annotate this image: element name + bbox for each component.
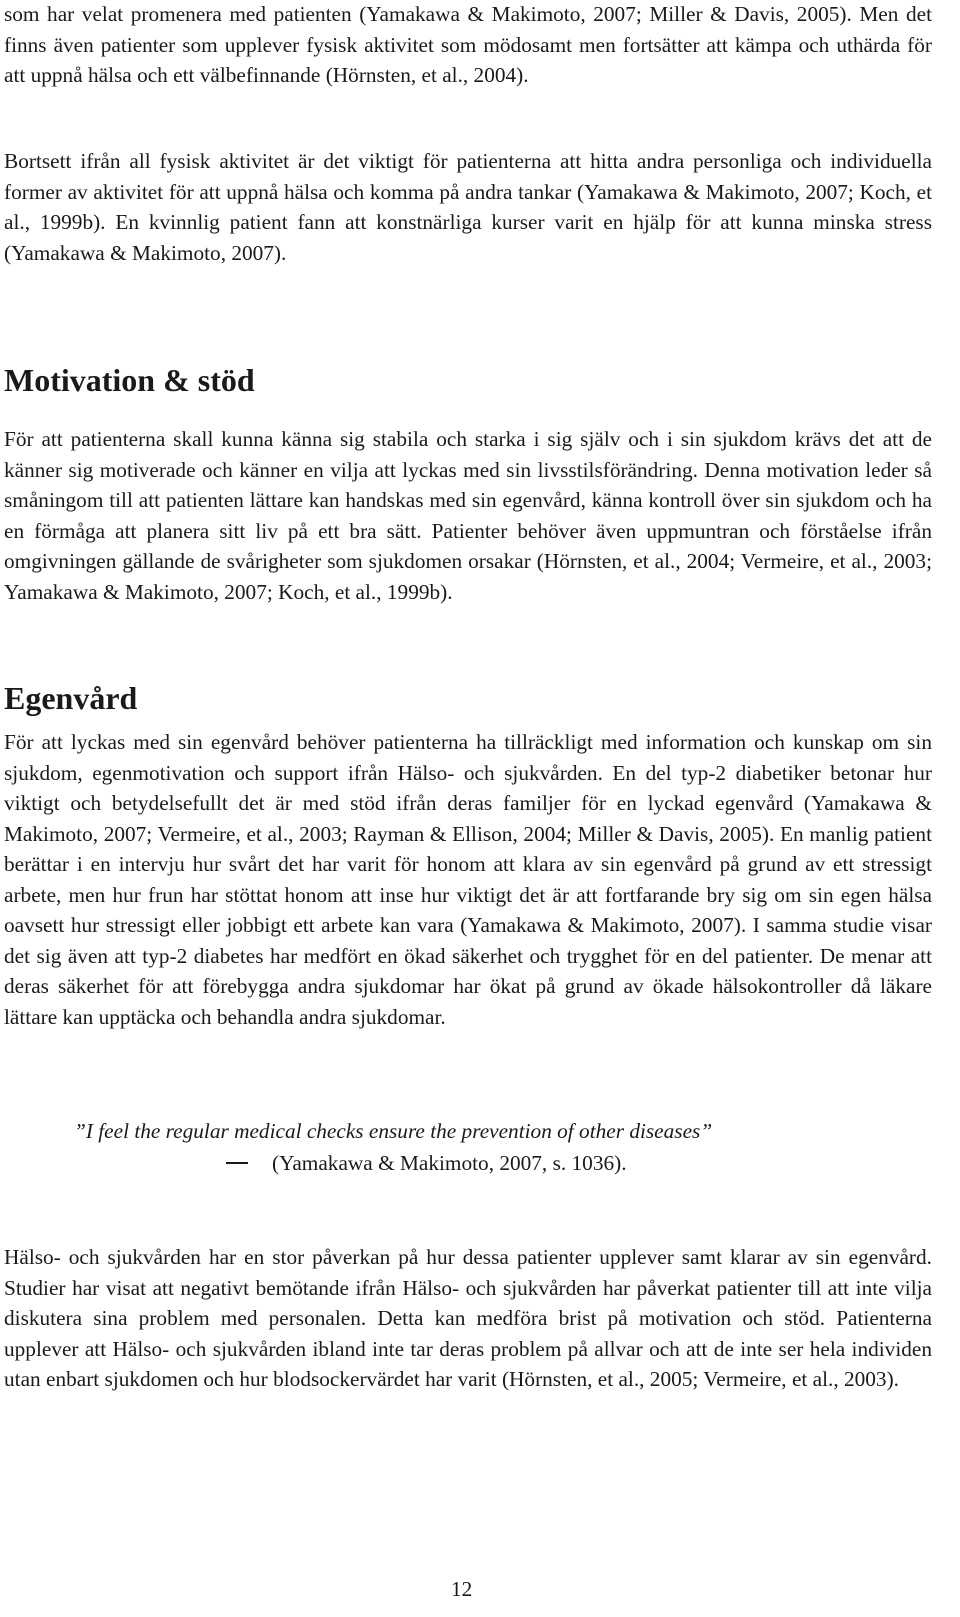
paragraph-motivation: För att patienterna skall kunna känna sig stabila och starka i sig själv och i sin sjukdom krävs det att de känner sig motiverade och känner en vilja att lyckas med sin livsstilsförändring. Denna motivation leder så småningom till att patienten lättare kan handskas med sin egenvård, känna kontroll över sin sjukdom och ha en förmåga att planera sitt liv på ett bra sätt. Patienter behöver även uppmuntran och förståelse ifrån omgivningen gällande de svårigheter som sjukdomen orsakar (Hörnsten, et al., 2004; Vermeire, et al., 2003; Yamakawa & Makimoto, 2007; Koch, et al., 1999b). xyxy=(4,427,932,604)
paragraph-healthcare: Hälso- och sjukvården har en stor påverkan på hur dessa patienter upplever samt klarar av sin egenvård. Studier har visat att negativt bemötande ifrån Hälso- och sjukvården har påverkat patienter till att inte vilja diskutera sina problem med personalen. Detta kan medföra brist på motivation och stöd. Patienterna upplever att Hälso- och sjukvården ibland inte tar deras problem på allvar och att de inte ser hela individen utan enbart sjukdomen och hur blodsockervärdet har varit (Hörnsten, et al., 2005; Vermeire, et al., 2003). xyxy=(4,1245,932,1391)
citation-dash xyxy=(226,1162,248,1164)
heading-egenvard: Egenvård xyxy=(4,680,138,716)
block-quote: ”I feel the regular medical checks ensure the prevention of other diseases” xyxy=(74,1119,713,1143)
citation-text: (Yamakawa & Makimoto, 2007, s. 1036). xyxy=(272,1151,627,1175)
paragraph-egenvard: För att lyckas med sin egenvård behöver patienterna ha tillräckligt med information och kunskap om sin sjukdom, egenmotivation och support ifrån Hälso- och sjukvården. En del typ-2 diabetiker betonar hur viktigt och betydelsefullt det är med stöd ifrån deras familjer för en lyckad egenvård (Yamakawa & Makimoto, 2007; Vermeire, et al., 2003; Rayman & Ellison, 2004; Miller & Davis, 2005). En manlig patient berättar i en intervju hur svårt det har varit för honom att klara av sin egenvård på grund av ett stressigt arbete, men hur frun har stöttat honom att inse hur viktigt det är att fortfarande bry sig om sin egen hälsa oavsett hur stressigt eller jobbigt ett arbete kan vara (Yamakawa & Makimoto, 2007). I samma studie visar det sig även att typ-2 diabetes har medfört en ökad säkerhet och trygghet för en del patienter. De menar att deras säkerhet för att förebygga andra sjukdomar har ökat på grund av ökade hälsokontroller då läkare lättare kan upptäcka och behandla andra sjukdomar. xyxy=(4,730,932,1029)
heading-motivation: Motivation & stöd xyxy=(4,362,255,398)
paragraph-activity: Bortsett ifrån all fysisk aktivitet är det viktigt för patienterna att hitta andra personliga och individuella former av aktivitet för att uppnå hälsa och komma på andra tankar (Yamakawa & Makimoto, 2007; Koch, et al., 1999b). En kvinnlig patient fann att konstnärliga kurser varit en hjälp för att kunna minska stress (Yamakawa & Makimoto, 2007). xyxy=(4,149,932,265)
paragraph-intro-continuation: som har velat promenera med patienten (Yamakawa & Makimoto, 2007; Miller & Davis, 2005). Men det finns även patienter som upplever fysisk aktivitet som mödosamt men fortsätter att kämpa och uthärda för att uppnå hälsa och ett välbefinnande (Hörnsten, et al., 2004). xyxy=(4,2,932,87)
page-number: 12 xyxy=(451,1577,473,1601)
